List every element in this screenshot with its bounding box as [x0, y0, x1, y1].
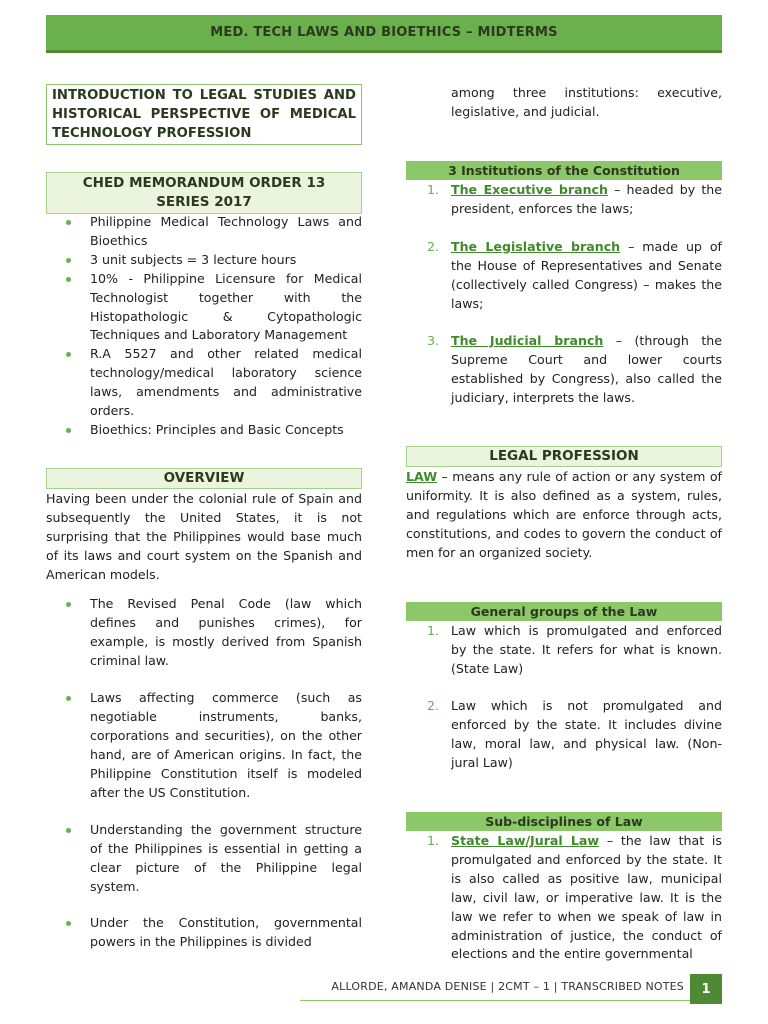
list-item: 1. The Executive branch – headed by the president, enforces the laws; [427, 182, 722, 216]
overview-list [46, 689, 362, 802]
list-item: 3. The Judicial branch – (through the Supreme Court and lower courts established by Congress), also called the judiciary, interprets the laws. [427, 333, 722, 405]
list-item: Understanding the government structure of the Philippines is essential in getting a clear picture of the Philippine legal system. [46, 821, 362, 897]
intro-title: INTRODUCTION TO LEGAL STUDIES AND HISTORICAL PERSPECTIVE OF MEDICAL TECHNOLOGY PROFESSION [46, 84, 362, 145]
list-item: The Revised Penal Code (law which defines and punishes crimes), for example, is mostly derived from Spanish criminal law. [46, 595, 362, 671]
list-item: 1. Law which is promulgated and enforced by the state. It refers for what is known. (State Law) [427, 623, 722, 676]
list-item: 2. The Legislative branch – made up of the House of Representatives and Senate (collectively called Congress) – makes the laws; [427, 239, 722, 311]
overview-list [46, 914, 362, 952]
ched-list [46, 213, 362, 440]
overview-list [46, 821, 362, 897]
list-item: 1. State Law/Jural Law – the law that is promulgated and enforced by the state. It is also called as positive law, municipal law, civil law, or imperative law. It is the law we refer to when we speak of law in administration of justice, the conduct of elections and the entire governmental [427, 833, 722, 962]
list-item: Laws affecting commerce (such as negotiable instruments, banks, corporations and securities), on the other hand, are of American origins. In fact, the Philippine Constitution itself is modeled after the US Constitution. [46, 689, 362, 802]
list-item: 2. Law which is not promulgated and enforced by the state. It includes divine law, moral law, and physical law. (Non-jural Law) [427, 698, 722, 770]
list-item: 3 unit subjects = 3 lecture hours [46, 251, 362, 270]
overview-paragraph: Having been under the colonial rule of Spain and subsequently the United States, it is not surprising that the Philippines would base much of its laws and court system on the Spanish and American models. [46, 491, 362, 582]
general-groups-list [406, 622, 722, 679]
footer-divider [300, 1000, 690, 1001]
bullet-icon [66, 828, 71, 833]
bullet-icon [66, 602, 71, 607]
sub-disciplines-title: Sub-disciplines of Law [406, 812, 722, 831]
general-groups-list [406, 697, 722, 773]
institutions-list [406, 181, 722, 219]
institutions-list [406, 332, 722, 408]
bullet-icon [66, 220, 71, 225]
list-item: Under the Constitution, governmental powers in the Philippines is divided [46, 914, 362, 952]
ched-title: CHED MEMORANDUM ORDER 13 SERIES 2017 [46, 172, 362, 214]
law-definition: LAW – means any rule of action or any system of uniformity. It is also defined as a system, rules, and regulations which are enforce through acts, constitutions, and codes to govern the conduct of men for an organized society. [406, 469, 722, 560]
list-item: Philippine Medical Technology Laws and Bioethics [46, 213, 362, 251]
bullet-icon [66, 696, 71, 701]
overview-list [46, 595, 362, 671]
document-title: MED. TECH LAWS AND BIOETHICS – MIDTERMS [210, 25, 558, 40]
bullet-icon [66, 428, 71, 433]
list-item: 10% - Philippine Licensure for Medical Technologist together with the Histopathologic & Cytopathologic Techniques and Laboratory Management [46, 270, 362, 346]
institutions-list [406, 238, 722, 314]
sub-disciplines-list [406, 832, 722, 964]
continued-text: among three institutions: executive, legislative, and judicial. [451, 85, 722, 119]
bullet-icon [66, 921, 71, 926]
page-number: 1 [690, 974, 722, 1004]
list-item: Bioethics: Principles and Basic Concepts [46, 421, 362, 440]
legal-profession-title: LEGAL PROFESSION [406, 446, 722, 467]
institutions-title: 3 Institutions of the Constitution [406, 161, 722, 180]
footer-text: ALLORDE, AMANDA DENISE | 2CMT – 1 | TRANSCRIBED NOTES [331, 980, 684, 993]
list-item: R.A 5527 and other related medical technology/medical laboratory science laws, amendments and administrative orders. [46, 345, 362, 421]
bullet-icon [66, 352, 71, 357]
bullet-icon [66, 258, 71, 263]
bullet-icon [66, 277, 71, 282]
page-header [46, 15, 722, 53]
overview-title: OVERVIEW [46, 468, 362, 489]
general-groups-title: General groups of the Law [406, 602, 722, 621]
page-footer [0, 974, 768, 1004]
